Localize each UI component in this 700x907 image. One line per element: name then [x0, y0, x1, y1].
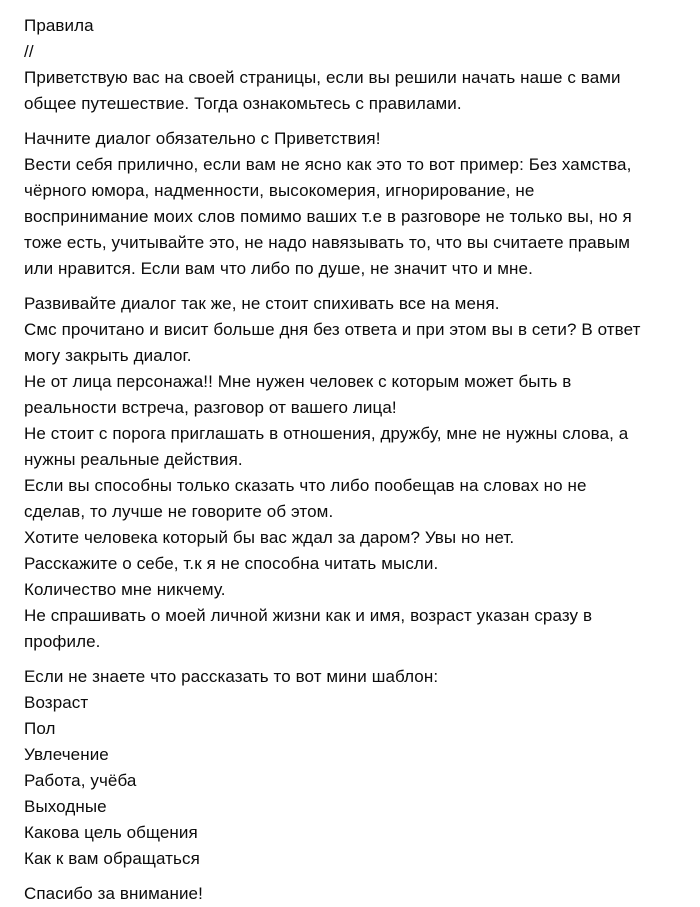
text-line: Вести себя прилично, если вам не ясно как это то вот пример: Без хамства, [24, 155, 632, 174]
text-line: Расскажите о себе, т.к я не способна читать мысли. [24, 554, 439, 573]
text-line: Работа, учёба [24, 771, 137, 790]
paragraph [24, 664, 684, 872]
text-line: могу закрыть диалог. [24, 346, 192, 365]
paragraph [24, 13, 684, 117]
text-line: Смс прочитано и висит больше дня без ответа и при этом вы в сети? В ответ [24, 320, 641, 339]
text-line: Какова цель общения [24, 823, 198, 842]
text-line: тоже есть, учитывайте это, не надо навязывать то, что вы считаете правым [24, 233, 631, 252]
paragraph [24, 291, 684, 655]
text-line: Пол [24, 719, 56, 738]
text-line: Количество мне никчему. [24, 580, 226, 599]
text-line: Если вы способны только сказать что либо пообещав на словах но не [24, 476, 587, 495]
text-line: Правила [24, 16, 94, 35]
text-line: Не от лица персонажа!! Мне нужен человек с которым может быть в [24, 372, 572, 391]
paragraph [24, 881, 684, 907]
text-line: профиле. [24, 632, 101, 651]
text-line: или нравится. Если вам что либо по душе, не значит что и мне. [24, 259, 533, 278]
text-line: чёрного юмора, надменности, высокомерия, игнорирование, не [24, 181, 535, 200]
text-line: Выходные [24, 797, 107, 816]
text-line: сделав, то лучше не говорите об этом. [24, 502, 334, 521]
text-line: общее путешествие. Тогда ознакомьтесь с правилами. [24, 94, 462, 113]
text-line: Не стоит с порога приглашать в отношения, дружбу, мне не нужны слова, а [24, 424, 629, 443]
text-line: Хотите человека который бы вас ждал за даром? Увы но нет. [24, 528, 515, 547]
text-line: Не спрашивать о моей личной жизни как и имя, возраст указан сразу в [24, 606, 593, 625]
text-line: Приветствую вас на своей страницы, если вы решили начать наше с вами [24, 68, 621, 87]
text-line: Как к вам обращаться [24, 849, 200, 868]
paragraph [24, 126, 684, 282]
text-line: нужны реальные действия. [24, 450, 243, 469]
text-line: Если не знаете что рассказать то вот мини шаблон: [24, 667, 439, 686]
text-line: Развивайте диалог так же, не стоит спихивать все на меня. [24, 294, 500, 313]
text-line: реальности встреча, разговор от вашего лица! [24, 398, 397, 417]
text-line: Спасибо за внимание! [24, 884, 203, 903]
text-line: Начните диалог обязательно с Приветствия! [24, 129, 381, 148]
text-line: Возраст [24, 693, 89, 712]
text-line: // [24, 42, 34, 61]
text-line: воспринимание моих слов помимо ваших т.е в разговоре не только вы, но я [24, 207, 632, 226]
text-line: Увлечение [24, 745, 109, 764]
